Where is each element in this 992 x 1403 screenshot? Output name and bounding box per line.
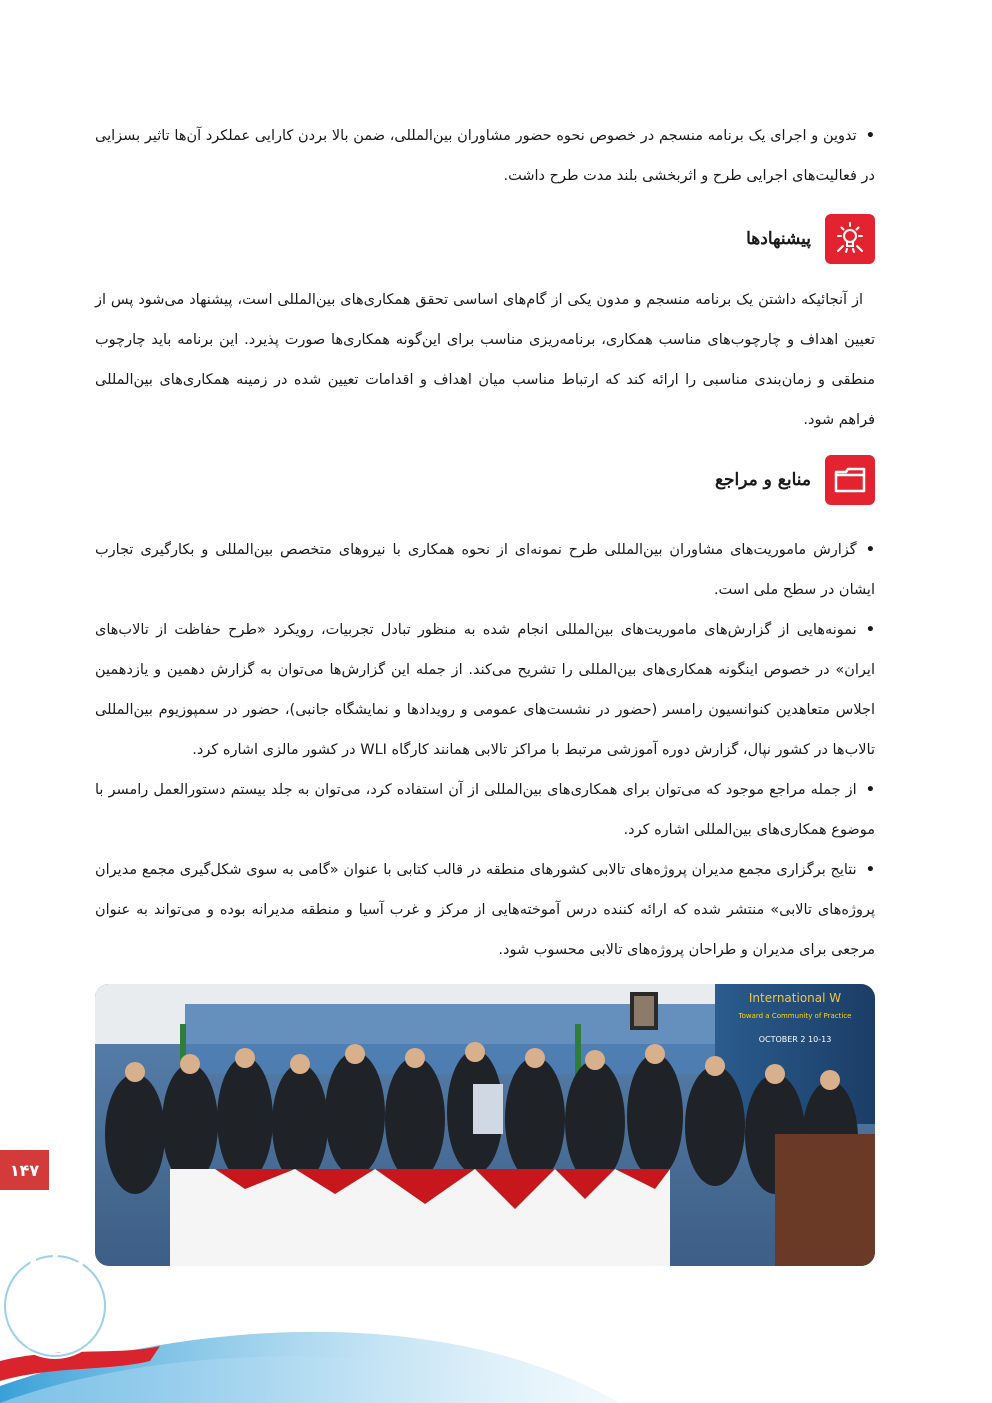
list-item: • نمونه‌هایی از گزارش‌های ماموریت‌های بین‌المللی انجام شده به منظور تبادل تجربیات، رویکرد «طرح حفاظت از تالاب‌های ایران» در خصوص اینگونه همکاری‌های بین‌المللی را تشریح می‌کند. از جمله این گزارش‌ها می‌توان به گزارش دهمین و یازدهمین اجلاس متعاهدین کنوانسیون رامسر (حضور در نشست‌های عمومی و رویدادها و نمایشگاه جانبی)، حضور در سمپوزیوم بین‌المللی تالاب‌ها در کشور نپال، گزارش دوره آموزشی مرتبط با مراکز تالابی همانند کارگاه WLI در کشور مالزی اشاره کرد. — [95, 610, 875, 770]
banner-title: International W — [748, 991, 842, 1005]
suggestions-heading-row — [95, 214, 875, 266]
suggestions-heading: پیشنهادها — [746, 229, 811, 249]
page-number: ۱۴۷ — [0, 1150, 49, 1190]
reed-logo-icon — [5, 1241, 105, 1356]
intro-section — [95, 116, 875, 206]
list-item: • نتایج برگزاری مجمع مدیران پروژه‌های تالابی کشورهای منطقه در قالب کتابی با عنوان «گامی به سوی شکل‌گیری مجمع مدیران پروژه‌های تالابی» منتشر شده که ارائه کننده درس آموخته‌هایی از مرکز و غرب آسیا و منطقه مدیرانه بوده و می‌تواند به عنوان مرجعی برای مدیران و طراحان پروژه‌های تالابی محسوب شود. — [95, 850, 875, 970]
sources-heading: منابع و مراجع — [714, 470, 811, 490]
sources-list — [95, 530, 875, 970]
suggestions-body: از آنجائیکه داشتن یک برنامه منسجم و مدون یکی از گام‌های اساسی تحقق همکاری‌های بین‌المللی است، پیشنهاد می‌شود پس از تعیین اهداف و چارچوب‌های مناسب همکاری، برنامه‌ریزی مناسب برای این‌گونه همکاری‌ها صورت پذیرد. این برنامه باید چارچوب منطقی و زمان‌بندی مناسبی را ارائه کند که ارتباط مناسب میان اهداف و اقدامات تعیین شده در زمینه همکاری‌های بین‌المللی فراهم شود. — [95, 292, 875, 428]
sources-heading-row — [95, 455, 875, 507]
list-item: • از جمله مراجع موجود که می‌توان برای همکاری‌های بین‌المللی از آن استفاده کرد، می‌توان به جلد بیستم دستورالعمل رامسر با موضوع همکاری‌های بین‌المللی اشاره کرد. — [95, 770, 875, 850]
footer-wave-decoration — [0, 1196, 992, 1403]
intro-bullet: • تدوین و اجرای یک برنامه منسجم در خصوص نحوه حضور مشاوران بین‌المللی، ضمن بالا بردن کارایی عملکرد آن‌ها تاثیر بسزایی در فعالیت‌های اجرایی طرح و اثربخشی بلند مدت طرح داشت. — [95, 116, 875, 196]
suggestions-section — [95, 280, 875, 440]
banner-subtitle: Toward a Community of Practice — [738, 1012, 852, 1020]
banner-date: 10-13 OCTOBER 2 — [758, 1035, 832, 1044]
folder-icon — [825, 455, 875, 505]
lightbulb-icon — [825, 214, 875, 264]
list-item: • گزارش ماموریت‌های مشاوران بین‌المللی طرح نمونه‌ای از نحوه همکاری با نیروهای متخصص بین‌المللی و بکارگیری تجارب ایشان در سطح ملی است. — [95, 530, 875, 610]
